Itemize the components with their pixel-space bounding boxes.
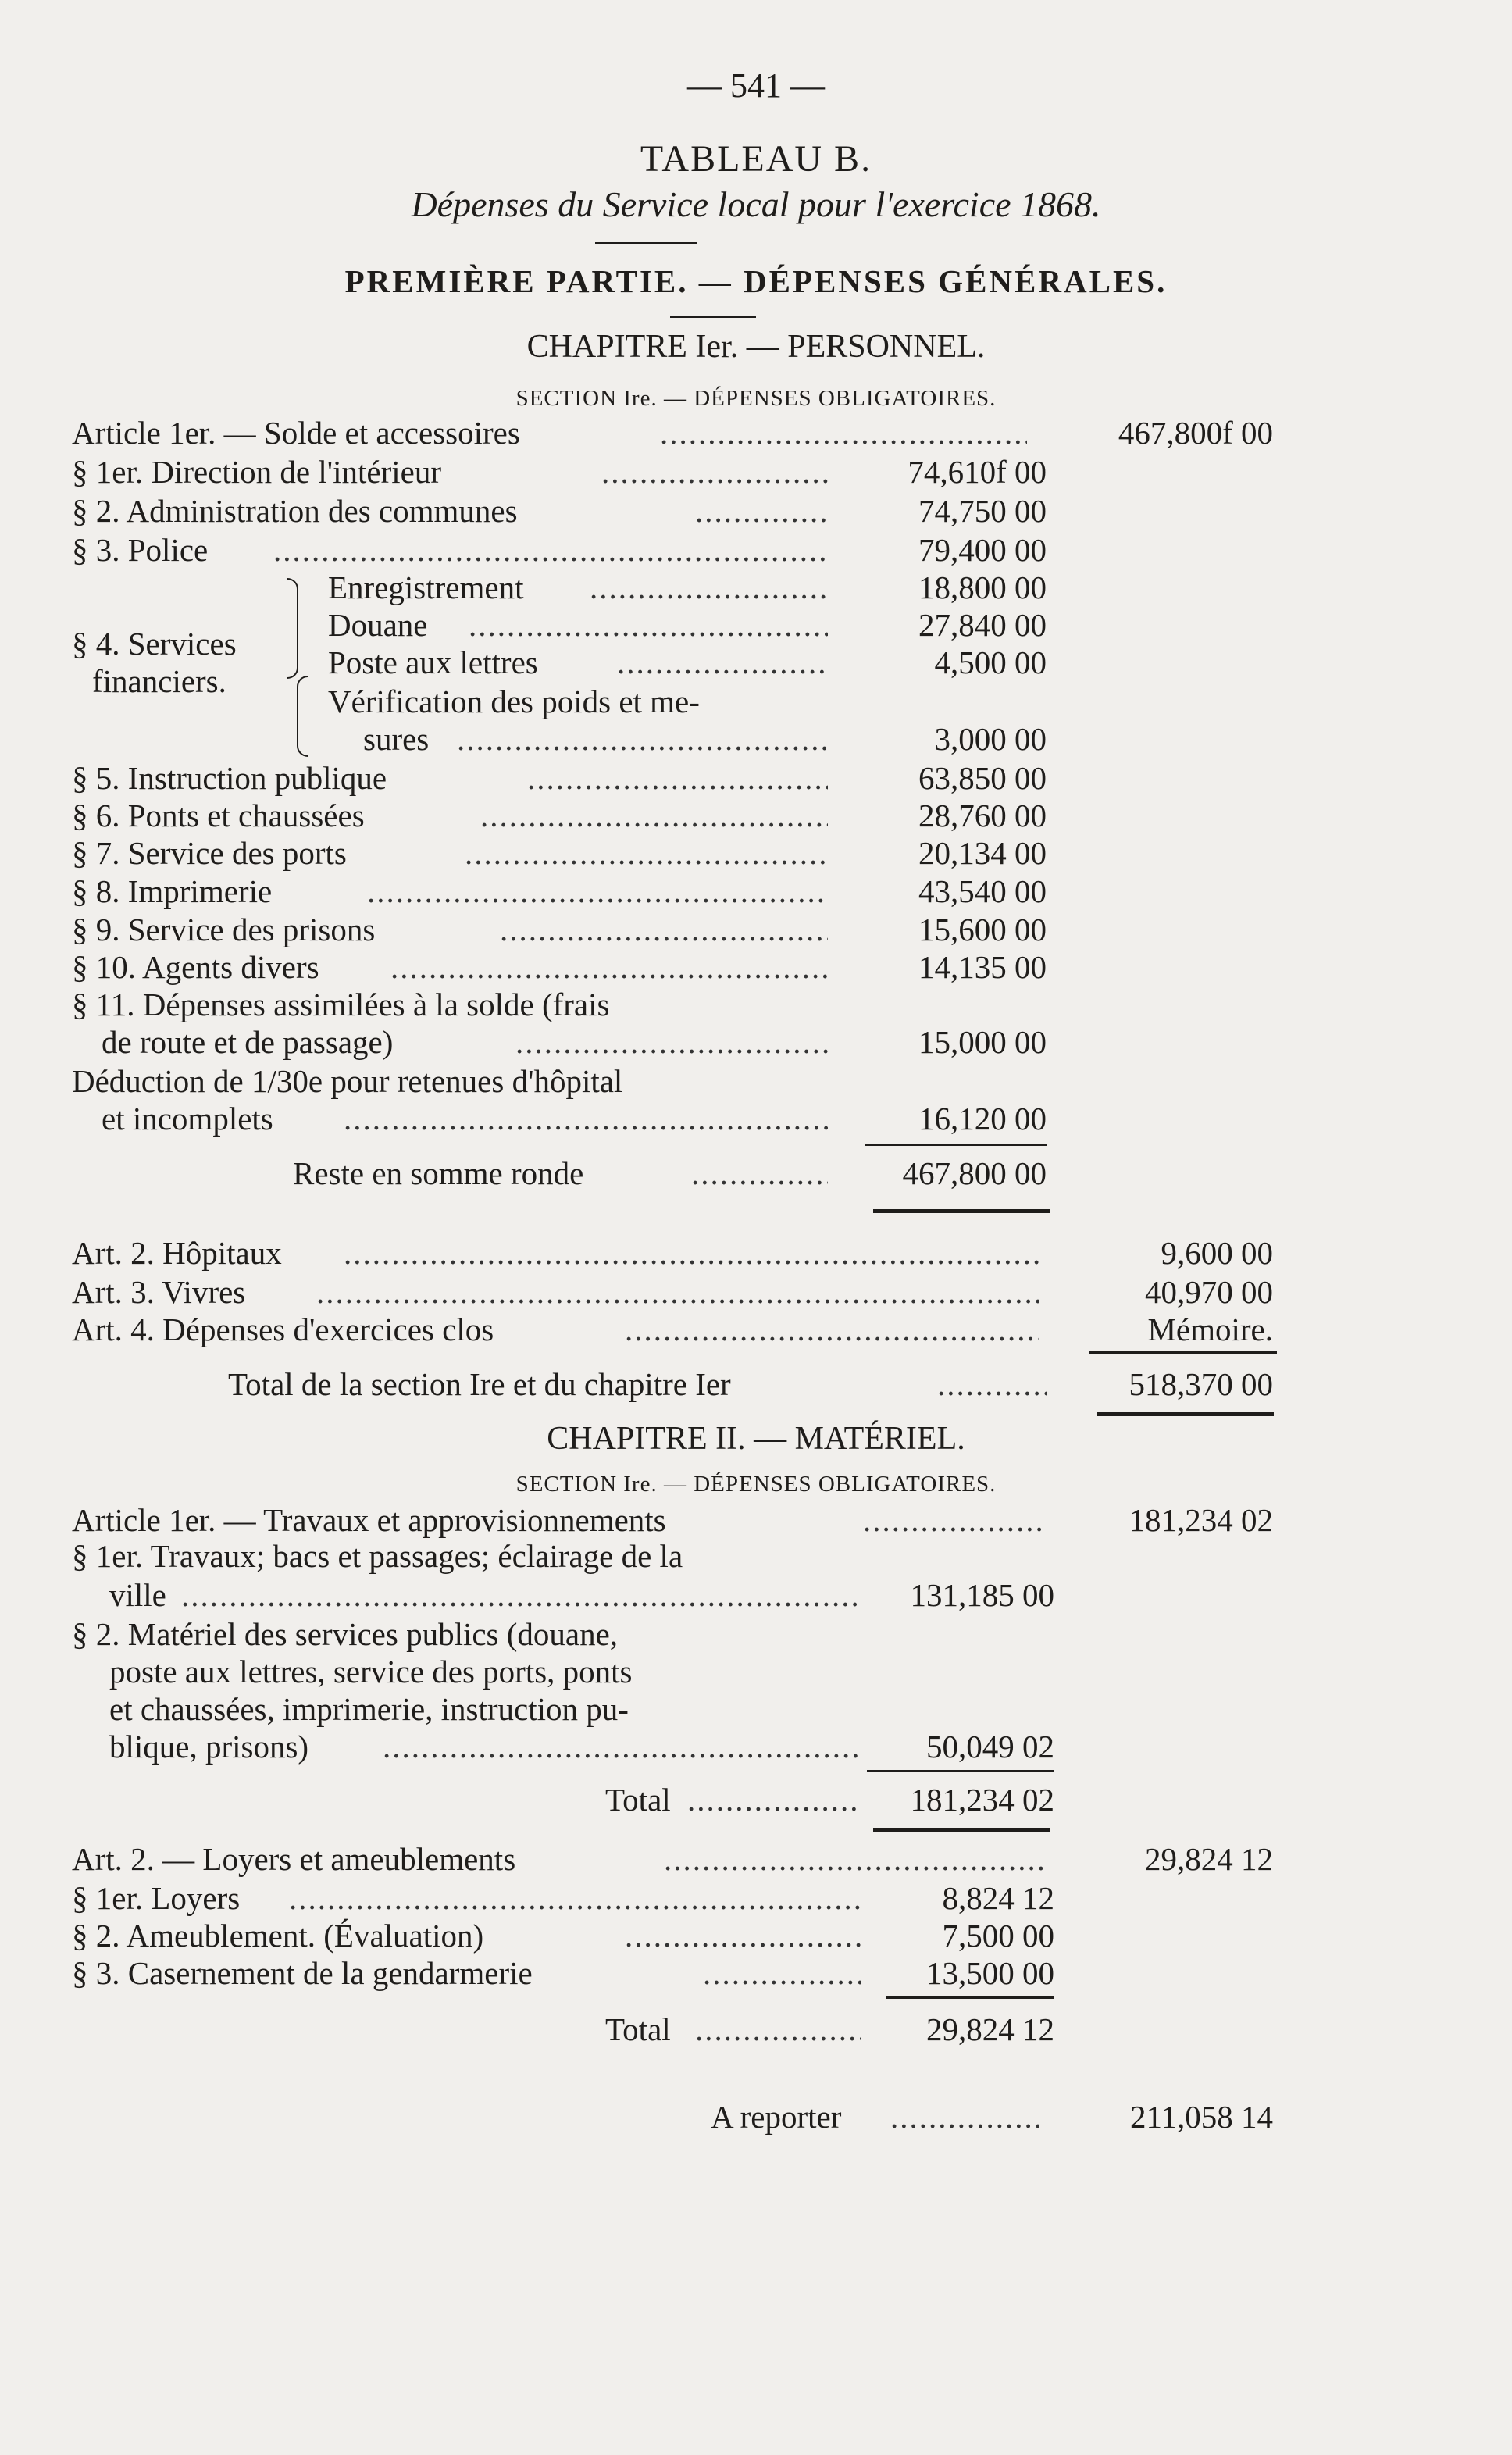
leader-dots [937, 1365, 1047, 1403]
ch2-total2-amount: 29,824 12 [926, 2011, 1054, 2047]
ch1-item-label: § 1er. Direction de l'intérieur [72, 454, 442, 490]
ch1-item11-label-1: § 11. Dépenses assimilées à la solde (frais [72, 987, 610, 1022]
financiers-item-amount: 18,800 00 [918, 569, 1047, 605]
ch2-item2-label-4: blique, prisons) [109, 1729, 309, 1765]
financiers-item-label: Enregistrement [328, 569, 524, 605]
reporter-label: A reporter [711, 2099, 842, 2135]
ch1-item-amount: 43,540 00 [918, 873, 1047, 909]
table-subtitle: Dépenses du Service local pour l'exercice 1868. [411, 184, 1101, 224]
double-rule [873, 1828, 1050, 1832]
financiers-item-amount: 3,000 00 [934, 721, 1047, 757]
double-rule [1097, 1412, 1274, 1416]
ch2-total1-label: Total [605, 1782, 671, 1818]
leader-dots [344, 1100, 828, 1137]
ch2-item1-label-1: § 1er. Travaux; bacs et passages; éclairage de la [72, 1538, 683, 1574]
leader-dots [687, 1781, 861, 1818]
chapter-2-title: CHAPITRE II. — MATÉRIEL. [547, 1421, 965, 1457]
ch1-reste-label: Reste en somme ronde [293, 1155, 584, 1191]
ch1-item-label: § 7. Service des ports [72, 835, 347, 871]
leader-dots [289, 1879, 861, 1917]
leader-dots [660, 414, 1027, 451]
part-title: PREMIÈRE PARTIE. — DÉPENSES GÉNÉRALES. [344, 263, 1168, 299]
leader-dots [601, 453, 828, 491]
ch2-item2-amount: 50,049 02 [926, 1729, 1054, 1765]
total-rule [1089, 1351, 1277, 1354]
ch1-item-label: § 9. Service des prisons [72, 912, 376, 947]
subtotal-rule [886, 1996, 1054, 1999]
ch1-deduction-label-1: Déduction de 1/30e pour retenues d'hôpital [72, 1063, 623, 1099]
ch2-item2-label-1: § 2. Matériel des services publics (douane, [72, 1616, 619, 1652]
leader-dots [500, 911, 828, 948]
leader-dots [457, 720, 828, 758]
ch1-item-amount: 28,760 00 [918, 798, 1047, 833]
leader-dots [695, 492, 828, 530]
ch1-total-label: Total de la section Ire et du chapitre Ier [228, 1366, 731, 1402]
ch1-item-amount: 63,850 00 [918, 760, 1047, 796]
leader-dots [664, 1840, 1043, 1878]
ch1-item-label: § 3. Police [72, 532, 209, 568]
leader-dots [273, 531, 828, 569]
ch2-item-amount: 8,824 12 [942, 1880, 1054, 1916]
brace-bottom [297, 676, 308, 757]
ch1-deduction-amount: 16,120 00 [918, 1101, 1047, 1137]
leader-dots [344, 1234, 1039, 1272]
ch1-item-label: § 10. Agents divers [72, 949, 319, 985]
title-rule [595, 242, 697, 244]
ch1-item-label: § 6. Ponts et chaussées [72, 798, 365, 833]
ch1-article-label: Art. 3. Vivres [72, 1274, 246, 1310]
financiers-label-1: § 4. Services [72, 626, 237, 662]
leader-dots [480, 797, 828, 834]
ch2-item-amount: 13,500 00 [926, 1955, 1054, 1991]
financiers-item-label: Douane [328, 607, 428, 643]
financiers-item-amount: 27,840 00 [918, 607, 1047, 643]
ch1-item11-amount: 15,000 00 [918, 1024, 1047, 1060]
ch1-deduction-label-2: et incomplets [102, 1101, 273, 1137]
leader-dots [625, 1917, 861, 1954]
ch1-reste-amount: 467,800 00 [902, 1155, 1047, 1191]
ch1-article-amount: 40,970 00 [1145, 1274, 1273, 1310]
financiers-item-label: Poste aux lettres [328, 644, 538, 680]
leader-dots [625, 1311, 1039, 1348]
ch2-item2-label-3: et chaussées, imprimerie, instruction pu- [109, 1691, 629, 1727]
ch1-article-amount: 9,600 00 [1161, 1235, 1273, 1271]
ch2-item1-label-2: ville [109, 1577, 166, 1613]
brace-top [287, 578, 298, 679]
leader-dots [515, 1023, 828, 1061]
ch2-item-amount: 7,500 00 [942, 1918, 1054, 1954]
ch1-item-amount: 74,610f 00 [908, 454, 1047, 490]
page-number: — 541 — [687, 66, 825, 105]
leader-dots [617, 644, 828, 681]
ch2-article-1-amount: 181,234 02 [1129, 1502, 1273, 1538]
ch1-item-amount: 15,600 00 [918, 912, 1047, 947]
ch1-item-label: § 8. Imprimerie [72, 873, 273, 909]
ch1-item-label: § 5. Instruction publique [72, 760, 387, 796]
ch2-total1-amount: 181,234 02 [910, 1782, 1054, 1818]
leader-dots [181, 1576, 861, 1614]
ch1-item-amount: 79,400 00 [918, 532, 1047, 568]
chapter-2-section: SECTION Ire. — DÉPENSES OBLIGATOIRES. [515, 1472, 997, 1497]
leader-dots [863, 1501, 1043, 1539]
chapter-1-section: SECTION Ire. — DÉPENSES OBLIGATOIRES. [515, 386, 997, 411]
ch2-item2-label-2: poste aux lettres, service des ports, ponts [109, 1654, 633, 1690]
ch1-item-amount: 74,750 00 [918, 493, 1047, 529]
ch2-item-label: § 1er. Loyers [72, 1880, 241, 1916]
ch1-item-amount: 14,135 00 [918, 949, 1047, 985]
leader-dots [367, 872, 828, 910]
subtotal-rule [867, 1770, 1054, 1772]
leader-dots [695, 2011, 861, 2048]
ch1-total-amount: 518,370 00 [1129, 1366, 1273, 1402]
leader-dots [691, 1154, 828, 1192]
leader-dots [469, 606, 828, 644]
leader-dots [383, 1728, 861, 1765]
leader-dots [590, 569, 828, 606]
ch1-item11-label-2: de route et de passage) [102, 1024, 394, 1060]
ch2-item1-amount: 131,185 00 [910, 1577, 1054, 1613]
table-title: TABLEAU B. [640, 138, 872, 180]
leader-dots [465, 834, 828, 872]
ch2-article-2-label: Art. 2. — Loyers et ameublements [72, 1841, 516, 1877]
leader-dots [890, 2098, 1039, 2136]
leader-dots [703, 1954, 861, 1992]
financiers-item-label: Vérification des poids et me- [328, 683, 700, 719]
ch1-article-label: Art. 4. Dépenses d'exercices clos [72, 1311, 494, 1347]
reporter-amount: 211,058 14 [1130, 2099, 1273, 2135]
leader-dots [390, 948, 828, 986]
ch2-article-1-label: Article 1er. — Travaux et approvisionnements [72, 1502, 666, 1538]
leader-dots [316, 1273, 1039, 1311]
ch1-article-amount: Mémoire. [1147, 1311, 1273, 1347]
ch2-total2-label: Total [605, 2011, 671, 2047]
double-rule [873, 1209, 1050, 1213]
leader-dots [527, 759, 828, 797]
financiers-label-2: financiers. [92, 663, 226, 699]
ch1-item-amount: 20,134 00 [918, 835, 1047, 871]
ch1-article-1-label: Article 1er. — Solde et accessoires [72, 415, 520, 451]
ch1-item-label: § 2. Administration des communes [72, 493, 518, 529]
ch2-item-label: § 3. Casernement de la gendarmerie [72, 1955, 533, 1991]
chapter-1-title: CHAPITRE Ier. — PERSONNEL. [526, 329, 986, 365]
ch2-article-2-amount: 29,824 12 [1145, 1841, 1273, 1877]
financiers-item-label-2: sures [363, 721, 430, 757]
ch1-article-1-amount: 467,800f 00 [1118, 415, 1273, 451]
ch1-article-label: Art. 2. Hôpitaux [72, 1235, 282, 1271]
ch2-item-label: § 2. Ameublement. (Évaluation) [72, 1918, 484, 1954]
subtotal-rule [865, 1144, 1047, 1146]
part-rule [670, 316, 756, 318]
financiers-item-amount: 4,500 00 [934, 644, 1047, 680]
